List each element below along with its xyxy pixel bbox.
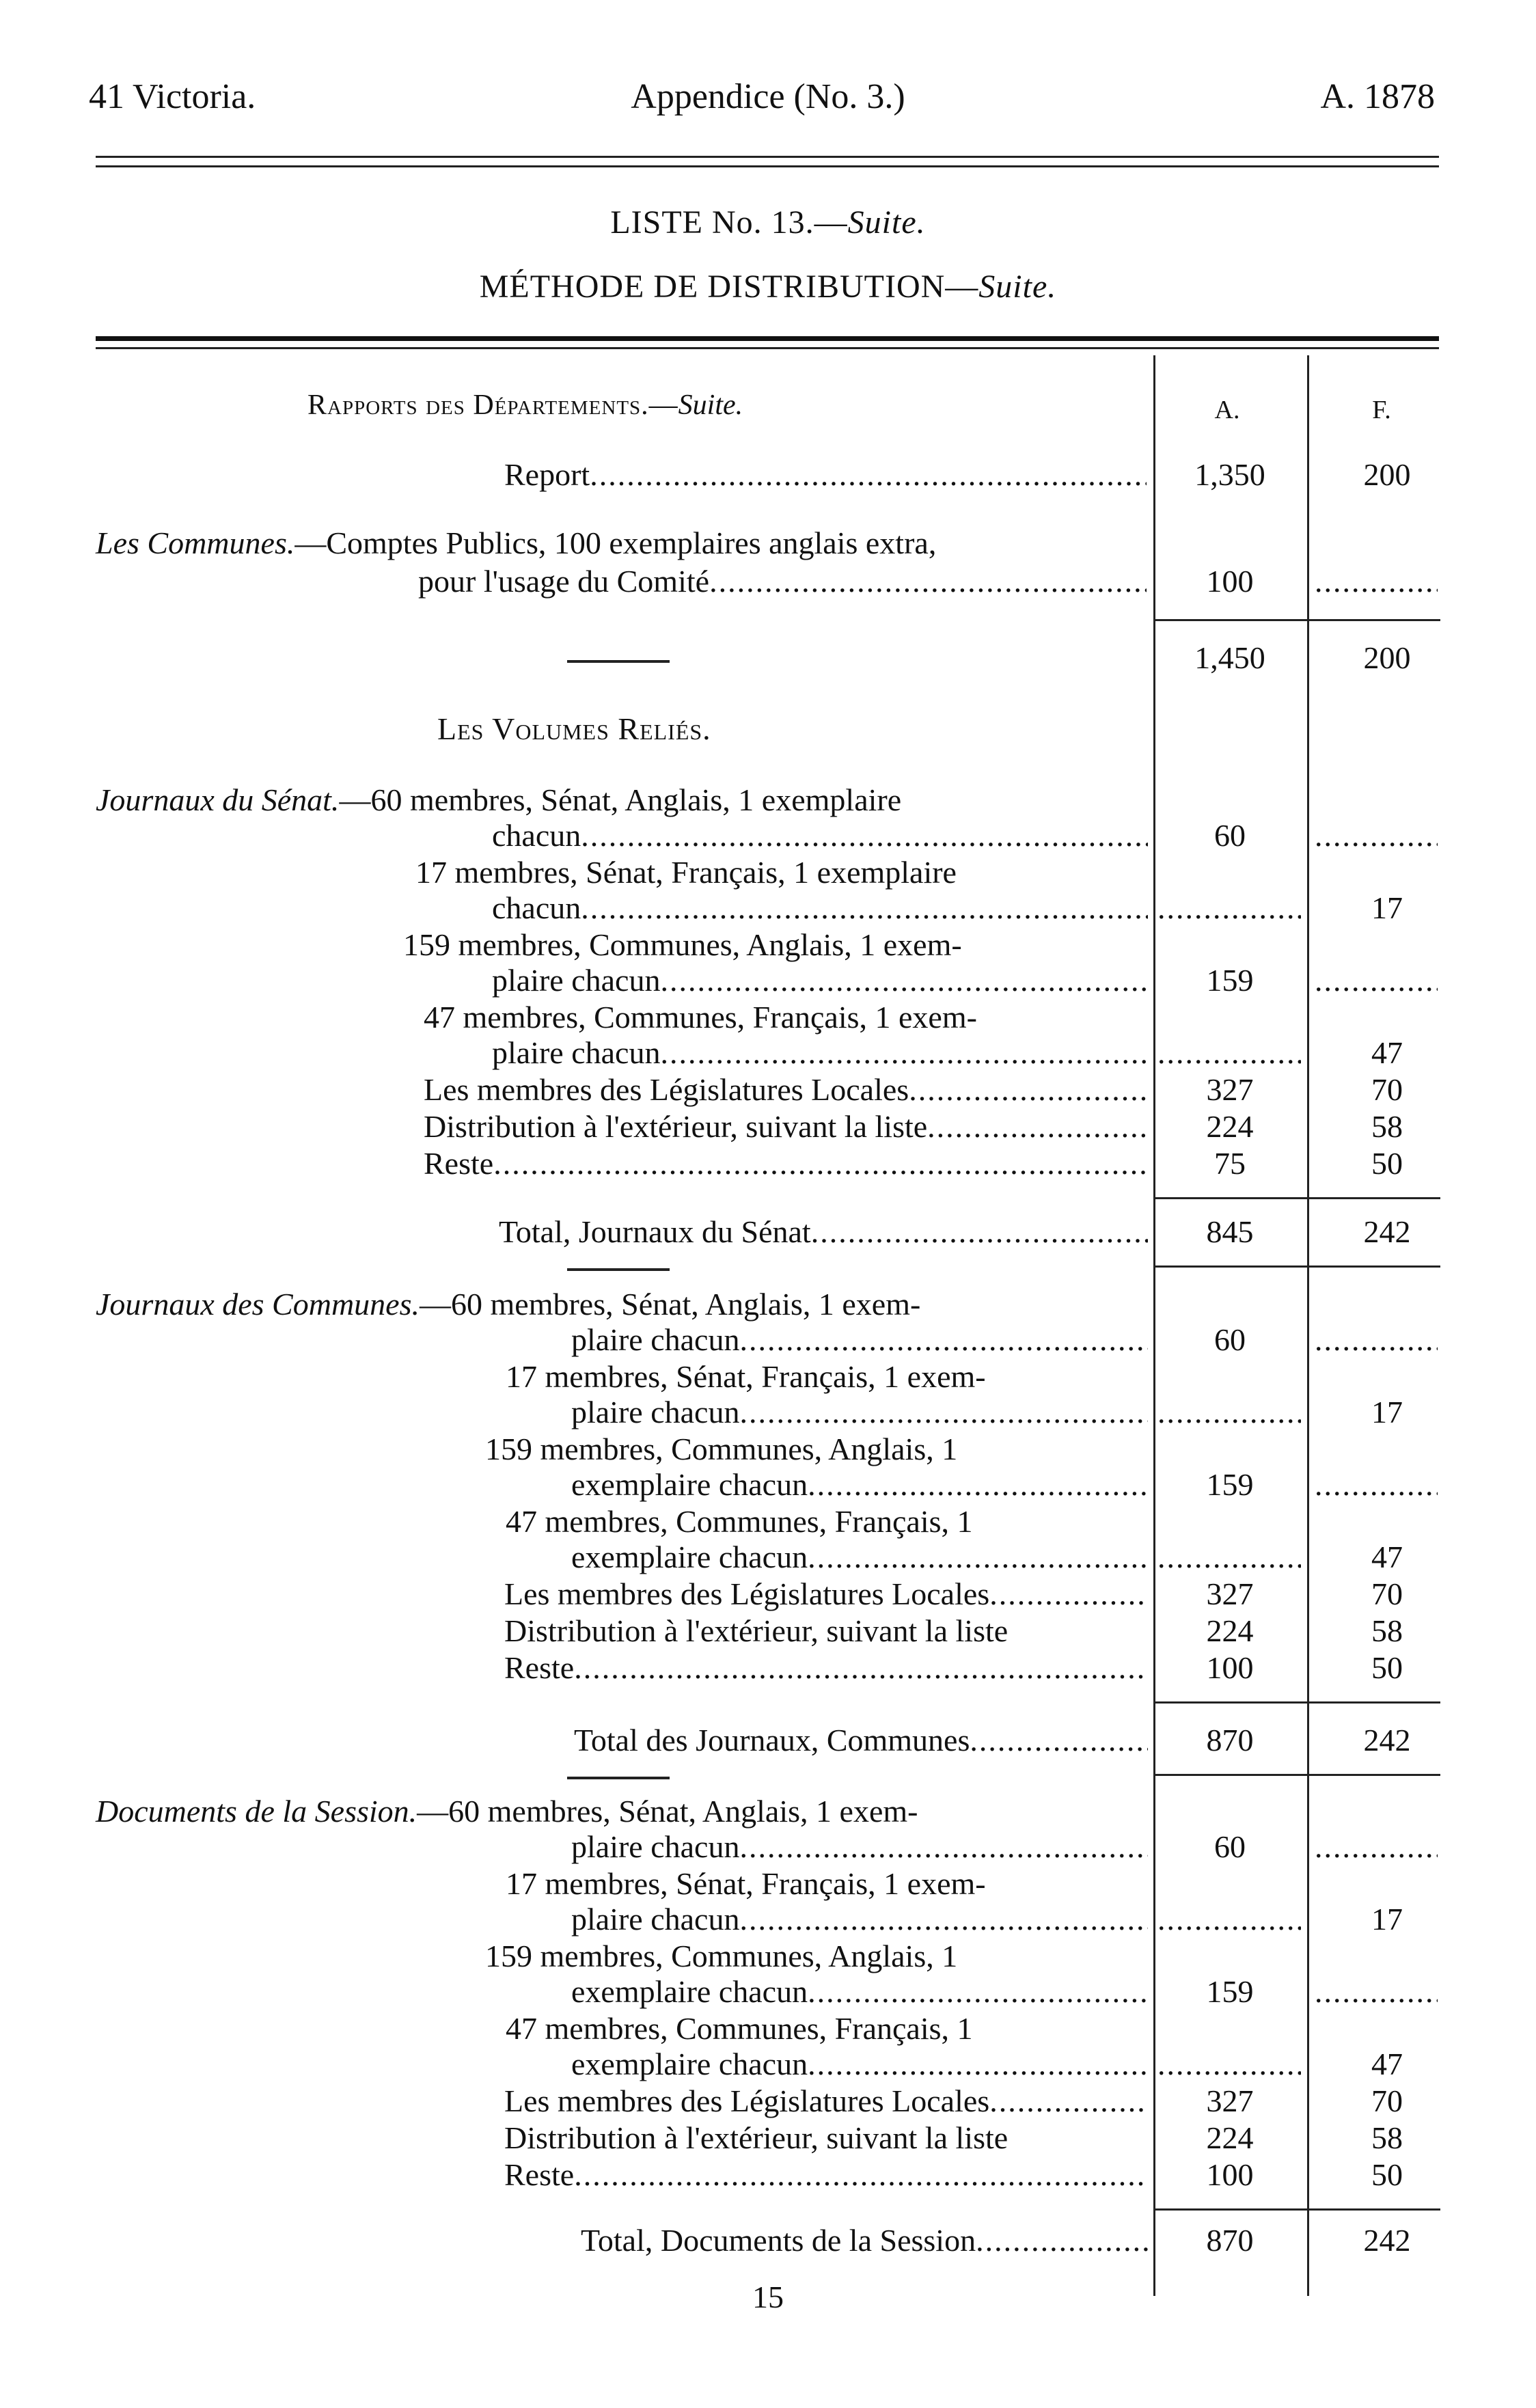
section-heading-suite: Suite. [678,389,743,421]
column-head-f: F. [1372,396,1391,424]
doc-r2-l2: plaire chacun [571,1902,740,1937]
leader-dots [808,1539,1148,1576]
senat-prefix: Journaux du Sénat. [96,782,340,817]
column-divider-right [1307,355,1309,2296]
senat-r1-l2: chacun [492,818,581,853]
empty-a-dots [1157,890,1301,927]
leader-dots [739,1322,1148,1358]
leader-dots [808,1973,1148,2010]
leader-dots [590,456,1147,493]
senat-r2-f: 17 [1371,890,1403,925]
jc-r3-l2: exemplaire chacun [571,1467,808,1502]
empty-f-dots [1315,1322,1438,1358]
dash-separator [567,660,670,663]
senat-total-a: 845 [1206,1214,1254,1249]
leader-dots [970,1722,1148,1759]
leader-dots [808,1466,1148,1503]
doc-total-label: Total, Documents de la Session [581,2223,976,2258]
senat-total-label: Total, Journaux du Sénat [499,1214,811,1249]
jc-r4-l2: exemplaire chacun [571,1540,808,1574]
leader-dots [927,1108,1148,1145]
header-center: Appendice (No. 3.) [631,77,905,116]
senat-r6-label: Distribution à l'extérieur, suivant la liste [424,1109,928,1144]
doc-r7-a: 100 [1206,2157,1254,2192]
section-heading [307,387,743,424]
senat-r3-a: 159 [1206,963,1254,998]
method-title-suite: Suite. [978,269,1057,305]
empty-a-dots [1157,1539,1301,1576]
empty-a-dots [1157,1035,1301,1071]
dash-separator [567,1268,670,1271]
doc-r1-l2: plaire chacun [571,1829,740,1864]
empty-f-dots [1315,1829,1438,1865]
title-rule-thick [96,336,1439,341]
jc-total-a: 870 [1206,1723,1254,1757]
jc-r3-l1: 159 membres, Communes, Anglais, 1 [485,1432,958,1466]
jc-r2-l2: plaire chacun [571,1395,740,1429]
empty-a-dots [1157,2046,1301,2083]
leader-dots [739,1901,1148,1938]
jc-r2-l1: 17 membres, Sénat, Français, 1 exem- [506,1359,986,1394]
subtotal-rule [1153,619,1440,621]
senat-r6-a: 224 [1206,1109,1254,1144]
empty-f-dots [1315,962,1438,999]
senat-r1-l1 [96,782,901,819]
doc-r5-label: Les membres des Législatures Locales [504,2083,990,2118]
jc-r5-f: 70 [1371,1576,1403,1611]
subtotal-rule [1153,2208,1440,2211]
jc-r5-a: 327 [1206,1576,1254,1611]
section-heading-main: Rapports des Départements.— [307,389,678,421]
jc-total-label: Total des Journaux, Communes [574,1723,970,1757]
senat-r4-l2: plaire chacun [492,1035,661,1070]
leader-dots [909,1071,1148,1108]
leader-dots [808,2046,1148,2083]
leader-dots [739,1829,1148,1865]
doc-r3-a: 159 [1206,1974,1254,2009]
section-end-rule [1153,1265,1440,1268]
header-right: A. 1878 [1320,77,1435,116]
jc-r5-label: Les membres des Législatures Locales [504,1576,990,1611]
doc-r1-l1-text: —60 membres, Sénat, Anglais, 1 exem- [417,1794,918,1829]
jc-r6-a: 224 [1206,1613,1254,1648]
senat-r3-l1: 159 membres, Communes, Anglais, 1 exem- [403,927,962,962]
jc-r2-f: 17 [1371,1395,1403,1429]
doc-r3-l1: 159 membres, Communes, Anglais, 1 [485,1939,958,1973]
senat-r5-f: 70 [1371,1072,1403,1107]
leader-dots [811,1214,1148,1250]
communes-prefix: Les Communes. [96,525,295,560]
header-left: 41 Victoria. [89,77,256,116]
empty-f-dots [1315,563,1438,600]
senat-r4-f: 47 [1371,1035,1403,1070]
empty-a-dots [1157,1901,1301,1938]
jc-r7-label: Reste [504,1650,575,1685]
doc-r6-a: 224 [1206,2120,1254,2155]
senat-r6-f: 58 [1371,1109,1403,1144]
senat-r1-l1-text: —60 membres, Sénat, Anglais, 1 exemplaire [339,782,902,817]
method-title-main: MÉTHODE DE DISTRIBUTION— [479,269,979,305]
senat-r5-a: 327 [1206,1072,1254,1107]
senat-r2-l2: chacun [492,890,581,925]
bound-volumes-heading: Les Volumes Reliés. [437,711,711,746]
leader-dots [660,1035,1148,1071]
leader-dots [709,563,1147,600]
communes-a: 100 [1206,564,1254,599]
jc-r4-l1: 47 membres, Communes, Français, 1 [506,1504,973,1539]
communes-line2-text: pour l'usage du Comité [418,564,710,599]
title-rule-thin [96,347,1439,349]
senat-r2-l1: 17 membres, Sénat, Français, 1 exemplaire [415,855,957,890]
communes-line1-text: —Comptes Publics, 100 exemplaires anglais extra, [294,525,937,560]
senat-r5-label: Les membres des Législatures Locales [424,1072,909,1107]
doc-prefix: Documents de la Session. [96,1794,417,1829]
doc-r2-f: 17 [1371,1902,1403,1937]
communes-line1 [96,525,936,562]
report-f: 200 [1363,457,1411,492]
list-title [0,204,1536,241]
report-a: 1,350 [1194,457,1265,492]
column-head-a: A. [1214,396,1240,424]
doc-r4-l2: exemplaire chacun [571,2047,808,2081]
doc-r7-f: 50 [1371,2157,1403,2192]
senat-r3-l2: plaire chacun [492,963,661,998]
communes-total-f: 200 [1363,640,1411,675]
leader-dots [989,1576,1148,1613]
empty-f-dots [1315,817,1438,854]
doc-r6-label: Distribution à l'extérieur, suivant la liste [504,2120,1009,2155]
page-number: 15 [752,2280,784,2314]
empty-f-dots [1315,1973,1438,2010]
doc-r2-l1: 17 membres, Sénat, Français, 1 exem- [506,1866,986,1901]
leader-dots [574,1650,1148,1686]
senat-r7-a: 75 [1214,1146,1246,1181]
doc-r5-f: 70 [1371,2083,1403,2118]
leader-dots [581,890,1148,927]
list-title-suite: Suite. [847,204,926,241]
leader-dots [493,1145,1148,1182]
doc-r1-a: 60 [1214,1829,1246,1864]
section-end-rule [1153,1774,1440,1776]
doc-r4-l1: 47 membres, Communes, Français, 1 [506,2011,973,2046]
doc-r3-l2: exemplaire chacun [571,1974,808,2009]
jc-r1-l1-text: —60 membres, Sénat, Anglais, 1 exem- [420,1287,921,1322]
jc-r7-f: 50 [1371,1650,1403,1685]
report-label: Report [504,457,590,492]
senat-r4-l1: 47 membres, Communes, Français, 1 exem- [424,1000,977,1035]
jc-r1-l2: plaire chacun [571,1322,740,1357]
subtotal-rule [1153,1701,1440,1704]
empty-a-dots [1157,1394,1301,1431]
list-title-main: LISTE No. 13.— [610,204,848,241]
doc-total-f: 242 [1363,2223,1411,2258]
subtotal-rule [1153,1197,1440,1199]
jc-r3-a: 159 [1206,1467,1254,1502]
doc-r4-f: 47 [1371,2047,1403,2081]
doc-total-a: 870 [1206,2223,1254,2258]
doc-r1-l1 [96,1793,918,1830]
leader-dots [574,2157,1148,2193]
leader-dots [976,2222,1148,2259]
doc-r5-a: 327 [1206,2083,1254,2118]
senat-r7-f: 50 [1371,1146,1403,1181]
doc-r6-f: 58 [1371,2120,1403,2155]
method-title [0,268,1536,305]
header-rule-top [96,156,1439,158]
empty-f-dots [1315,1466,1438,1503]
dash-separator [567,1777,670,1779]
header-rule-bottom [96,165,1439,167]
senat-total-f: 242 [1363,1214,1411,1249]
communes-total-a: 1,450 [1194,640,1265,675]
jc-r6-f: 58 [1371,1613,1403,1648]
jc-r1-a: 60 [1214,1322,1246,1357]
leader-dots [581,817,1148,854]
doc-r7-label: Reste [504,2157,575,2192]
senat-r1-a: 60 [1214,818,1246,853]
leader-dots [989,2083,1148,2120]
senat-r7-label: Reste [424,1146,494,1181]
jc-r1-l1 [96,1286,920,1323]
jc-prefix: Journaux des Communes. [96,1287,420,1322]
leader-dots [660,962,1148,999]
leader-dots [739,1394,1148,1431]
jc-r6-label: Distribution à l'extérieur, suivant la liste [504,1613,1009,1648]
jc-r7-a: 100 [1206,1650,1254,1685]
column-divider-left [1153,355,1155,2296]
jc-total-f: 242 [1363,1723,1411,1757]
jc-r4-f: 47 [1371,1540,1403,1574]
